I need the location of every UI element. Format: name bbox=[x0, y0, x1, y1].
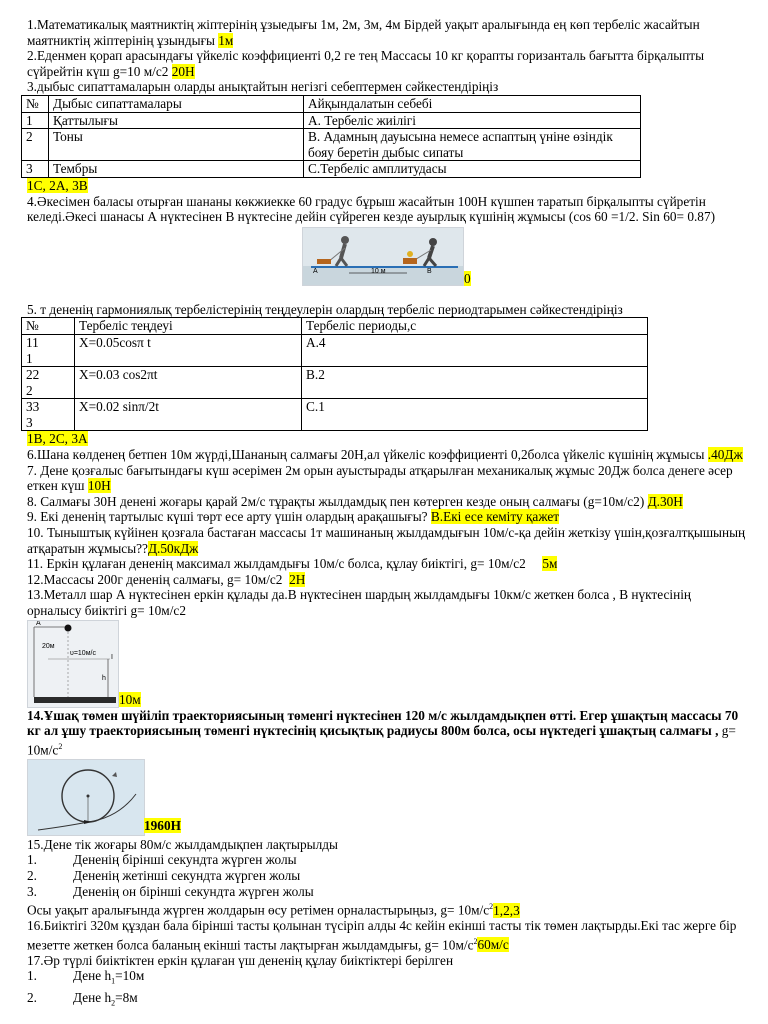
table-cell: Тембры bbox=[49, 161, 304, 178]
figure-4-row bbox=[27, 227, 747, 287]
loop-trajectory-illustration bbox=[28, 760, 144, 835]
document-page bbox=[27, 0, 747, 1011]
question-5: 5. т дененің гармониялық тербелістерінің теңдеулерін олардың тербеліс периодтарымен сәйкестендіріңіз bbox=[27, 301, 623, 317]
answer-1: 1м bbox=[218, 32, 234, 48]
sled-illustration bbox=[303, 228, 463, 285]
table-row bbox=[22, 334, 648, 366]
answer-4: 0 bbox=[464, 270, 471, 286]
question-15-order: Осы уақыт аралығында жүрген жолдарын өсу ретімен орналастырыңыз, $g= 10м/с^21,2,3$ bbox=[27, 902, 520, 918]
table-cell: С.Тербеліс амплитудасы bbox=[304, 161, 641, 178]
figure-label-h: h bbox=[102, 674, 106, 682]
list-item: 1. Дене $h_1=10м$ bbox=[27, 968, 145, 987]
answer-12: 2Н bbox=[289, 571, 306, 587]
question-8: 8. Салмағы 30Н денені жоғары қарай 2м/с тұрақты жылдамдық пен көтерген кезде оның салмағы (g=10м/с2) Д.30Н bbox=[27, 493, 683, 509]
table-header-cell: Тербеліс теңдеуі bbox=[75, 318, 302, 335]
answer-15: 1,2,3 bbox=[493, 902, 520, 918]
question-13: 13.Металл шар А нүктесінен еркін құлады да.В нүктесінен шардың жылдамдығы 10км/с жеткен болса , В нүктесінің орналысу биіктігі g= 10м/с2 bbox=[27, 587, 692, 618]
answer-8: Д.30Н bbox=[647, 493, 683, 509]
table-cell: Тоны bbox=[49, 129, 304, 161]
table-cell: 3 bbox=[22, 161, 49, 178]
table-cell: X=0.03 cos2πt bbox=[75, 367, 302, 399]
question-1: 1.Математикалық маятниктің жіптерінің ұзыедығы 1м, 2м, 3м, 4м Бірдей уақыт аралығында ең көп тербеліс жасайтын маятниктің жіптерінің ұзындығы 1м bbox=[27, 17, 700, 48]
table-row bbox=[22, 129, 641, 161]
falling-ball-figure bbox=[27, 620, 119, 708]
question-15: 15.Дене тік жоғары 80м/с жылдамдықпен лақтырылды bbox=[27, 836, 338, 852]
answer-10: Д.50кДж bbox=[147, 540, 199, 556]
table-row bbox=[22, 161, 641, 178]
table-header-cell: Айқындалатын себебі bbox=[304, 95, 641, 112]
answer-9: В.Екі есе кеміту қажет bbox=[430, 509, 560, 525]
table-header-cell: № bbox=[22, 318, 75, 335]
question-6: 6.Шана көлденең бетпен 10м жүрді,Шананың салмағы 20Н,ал үйкеліс коэффициенті 0,2болса үйкеліс күшінің жұмысы .40Дж bbox=[27, 447, 743, 463]
figure-label-a: A bbox=[313, 267, 318, 275]
table-row bbox=[22, 367, 648, 399]
figure-label-20m: 20м bbox=[42, 642, 55, 650]
question-2: 2.Еденмен қорап арасындағы үйкеліс коэффициенті 0,2 ге тең Массасы 10 кг қорапты горизанталь бағытта бірқалыпты сүйрейтін күш g=10 м/с2 20Н bbox=[27, 48, 705, 79]
answer-2: 20Н bbox=[171, 63, 195, 79]
figure-14-row bbox=[27, 759, 747, 837]
question-12: 12.Массасы 200г дененің салмағы, g= 10м/с2 2Н bbox=[27, 571, 306, 587]
table-header-row bbox=[22, 318, 648, 335]
answer-14: 1960Н bbox=[144, 817, 181, 833]
table-cell: 1 bbox=[22, 112, 49, 129]
oscillation-table bbox=[21, 317, 648, 431]
table-cell: 11 1 bbox=[22, 334, 75, 366]
question-7: 7. Дене қозғалыс бағытындағы күш әсерімен 2м орын ауыстырады атқарылған механикалық жұмыс 20Дж болса денеге әсер еткен күш 10Н bbox=[27, 462, 733, 494]
figure-label-b: B bbox=[427, 267, 432, 275]
table-cell: 33 3 bbox=[22, 399, 75, 431]
table-cell: А. Тербеліс жиілігі bbox=[304, 112, 641, 129]
table-header-cell: № bbox=[22, 95, 49, 112]
figure-13-row bbox=[27, 620, 747, 708]
table-cell: 22 2 bbox=[22, 367, 75, 399]
table-row bbox=[22, 399, 648, 431]
table-header-cell: Тербеліс периоды,с bbox=[302, 318, 648, 335]
question-16: 16.Биіктігі 320м құздан бала бірінші тасты қолынан түсіріп алды 4с кейін екінші тасты тік төмен лақтырды.Екі тас жерге бір мезетте жеткен болса баланың екінші тасты лақтырған жылдамдығы, $g= 10м/с^260м/с$ bbox=[27, 918, 737, 953]
table-cell: А.4 bbox=[302, 334, 648, 366]
sled-figure bbox=[302, 227, 464, 286]
figure-label-distance: 10 м bbox=[371, 267, 386, 275]
table-header-row bbox=[22, 95, 641, 112]
answer-5: 1В, 2С, 3А bbox=[27, 431, 88, 447]
question-4: 4.Әкесімен баласы отырған шананы көкжиекке 60 градус бұрыш жасайтын 100Н күшпен таратып бірқалыпты сүйретін келеді.Әкесі шанасы А нүктесінен В нүктесіне дейін сүйреген кезде ауырлық күшінің жұмысы (cos 60 =1/2. Sin 60= 0.87) bbox=[27, 193, 716, 225]
answer-3: 1С, 2А, 3В bbox=[27, 177, 88, 193]
answer-6: .40Дж bbox=[707, 447, 743, 463]
answer-13: 10м bbox=[119, 691, 141, 707]
table-cell: 2 bbox=[22, 129, 49, 161]
table-cell: Қаттылығы bbox=[49, 112, 304, 129]
question-3: 3.дыбыс сипаттамаларын оларды анықтайтын негізгі себептермен сәйкестендіріңіз bbox=[27, 79, 499, 95]
figure-label-i: I bbox=[111, 653, 113, 661]
table-cell: В. Адамның дауысына немесе аспаптың үніне өзіндік бояу беретін дыбыс сипаты bbox=[304, 129, 641, 161]
question-14: 14.Ұшақ төмен шүйіліп траекториясының төменгі нүктесінен 120 м/с жылдамдықпен өтті. Егер ұшақтың массасы 70 кг ал ұшу траекториясының төменгі нүктесінің қисықтық радиусы 800м болса, осы нүктедегі ұшақтың салмағы , $g= 10м/с^2$ bbox=[27, 707, 739, 758]
table-cell: X=0.05cosπ t bbox=[75, 334, 302, 366]
question-17: 17.Әр түрлі биіктіктен еркін құлаған үш дененің құлау биіктіктері берілген bbox=[27, 952, 454, 968]
list-item: 3. Дененің он бірінші секундта жүрген жолы bbox=[27, 883, 314, 899]
list-item: 2. Дене $h_2=8м$ bbox=[27, 989, 138, 1008]
list-item: 2. Дененің жетінші секундта жүрген жолы bbox=[27, 867, 301, 883]
answer-7: 10Н bbox=[87, 478, 111, 494]
falling-ball-illustration bbox=[28, 621, 118, 707]
figure-label-velocity: υ=10м/с bbox=[70, 649, 96, 657]
table-header-cell: Дыбыс сипаттамалары bbox=[49, 95, 304, 112]
table-cell: В.2 bbox=[302, 367, 648, 399]
answer-16: 60м/с bbox=[477, 937, 509, 953]
question-9: 9. Екі дененің тартылыс күші төрт есе арту үшін олардың арақашығы? В.Екі есе кеміту қажет bbox=[27, 509, 560, 525]
loop-trajectory-figure bbox=[27, 759, 145, 836]
question-10: 10. Тыныштық күйінен қозғала бастаған массасы 1т машинаның жылдамдығын 10м/с-қа дейін жеткізу үшін,қозғалтқышының атқаратын жұмысы??Д.50кДж bbox=[27, 525, 746, 556]
question-11: 11. Еркін құлаған дененің максимал жылдамдығы 10м/с болса, құлау биіктігі, g= 10м/с2 5м bbox=[27, 556, 558, 572]
answer-11: 5м bbox=[542, 556, 558, 572]
table-cell: С.1 bbox=[302, 399, 648, 431]
table-cell: X=0.02 sinπ/2t bbox=[75, 399, 302, 431]
figure-label-a: A bbox=[36, 619, 41, 627]
sound-table bbox=[21, 95, 641, 178]
list-item: 1. Дененің бірінші секундта жүрген жолы bbox=[27, 852, 297, 868]
table-row bbox=[22, 112, 641, 129]
